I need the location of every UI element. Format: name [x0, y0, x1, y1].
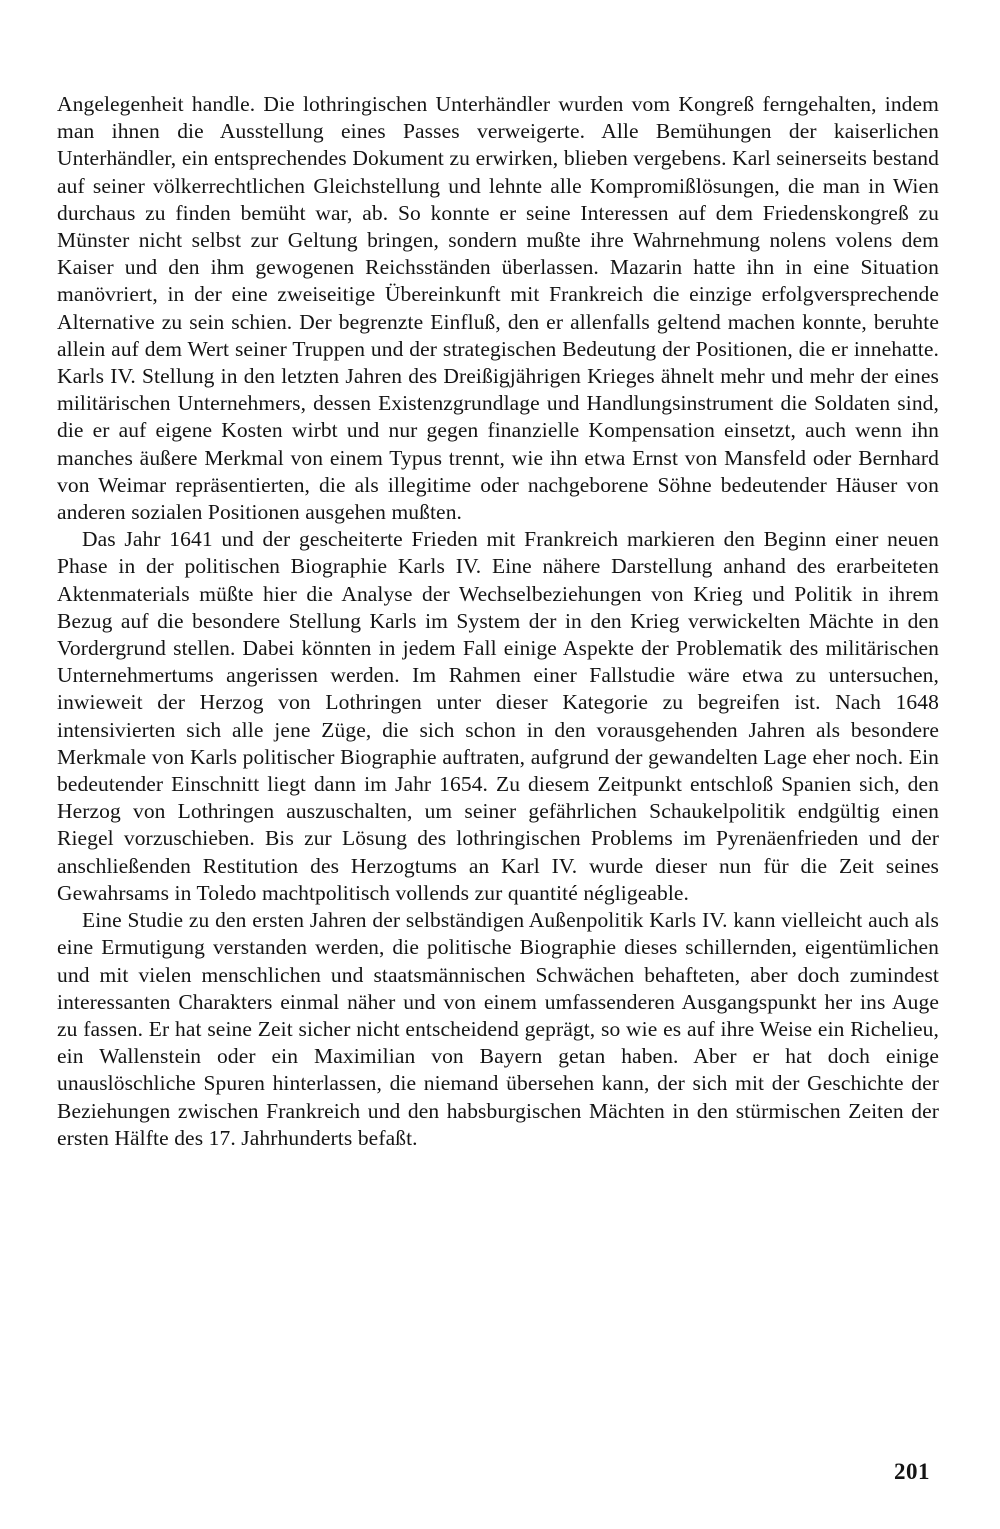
paragraph-1: Angelegenheit handle. Die lothringischen Unterhändler wurden vom Kongreß ferngehalten, indem man ihnen die Ausstellung eines Passes verweigerte. Alle Bemühungen der kaiserlichen Unterhändler, ein entsprechendes Dokument zu erwirken, blieben vergebens. Karl seinerseits bestand auf seiner völkerrechtlichen Gleichstellung und lehnte alle Kompromißlösungen, die man in Wien durchaus zu finden bemüht war, ab. So konnte er seine Interessen auf dem Friedenskongreß zu Münster nicht selbst zur Geltung bringen, sondern mußte ihre Wahrnehmung nolens volens dem Kaiser und den ihm gewogenen Reichsständen überlassen. Mazarin hatte ihn in eine Situation manövriert, in der eine zweiseitige Übereinkunft mit Frankreich die einzige erfolgversprechende Alternative zu sein schien. Der begrenzte Einfluß, den er allenfalls geltend machen konnte, beruhte allein auf dem Wert seiner Truppen und der strategischen Bedeutung der Positionen, die er innehatte. Karls IV. Stellung in den letzten Jahren des Dreißigjährigen Krieges ähnelt mehr und mehr der eines militärischen Unternehmers, dessen Existenzgrundlage und Handlungsinstrument die Soldaten sind, die er auf eigene Kosten wirbt und nur gegen finanzielle Kompensation einsetzt, auch wenn ihn manches äußere Merkmal von einem Typus trennt, wie ihn etwa Ernst von Mansfeld oder Bernhard von Weimar repräsentierten, die als illegitime oder nachgeborene Söhne bedeutender Häuser von anderen sozialen Positionen ausgehen mußten.: [57, 92, 939, 525]
paragraph-3: Eine Studie zu den ersten Jahren der selbständigen Außenpolitik Karls IV. kann vielleicht auch als eine Ermutigung verstanden werden, die politische Biographie dieses schillernden, eigentümlichen und mit vielen menschlichen und staatsmännischen Schwächen behafteten, aber doch zumindest interessanten Charakters einmal näher und von einem umfassenderen Ausgangspunkt her ins Auge zu fassen. Er hat seine Zeit sicher nicht entscheidend geprägt, so wie es auf ihre Weise ein Richelieu, ein Wallenstein oder ein Maximilian von Bayern getan haben. Aber er hat doch einige unauslöschliche Spuren hinterlassen, die niemand übersehen kann, der sich mit der Geschichte der Beziehungen zwischen Frankreich und den habsburgischen Mächten in den stürmischen Zeiten der ersten Hälfte des 17. Jahrhunderts befaßt.: [57, 908, 939, 1150]
body-text: [57, 91, 939, 1152]
paragraph-2: Das Jahr 1641 und der gescheiterte Frieden mit Frankreich markieren den Beginn einer neuen Phase in der politischen Biographie Karls IV. Eine nähere Darstellung anhand des erarbeiteten Aktenmaterials müßte hier die Analyse der Wechselbeziehungen von Krieg und Politik in ihrem Bezug auf die besondere Stellung Karls im System der in den Krieg verwickelten Mächte in den Vordergrund stellen. Dabei könnten in jedem Fall einige Aspekte der Problematik des militärischen Unternehmertums angerissen werden. Im Rahmen einer Fallstudie wäre etwa zu untersuchen, inwieweit der Herzog von Lothringen unter dieser Kategorie zu begreifen ist. Nach 1648 intensivierten sich alle jene Züge, die sich schon in den vorausgehenden Jahren als besondere Merkmale von Karls politischer Biographie auftraten, aufgrund der gewandelten Lage eher noch. Ein bedeutender Einschnitt liegt dann im Jahr 1654. Zu diesem Zeitpunkt entschloß Spanien sich, den Herzog von Lothringen auszuschalten, um seiner gefährlichen Schaukelpolitik endgültig einen Riegel vorzuschieben. Bis zur Lösung des lothringischen Problems im Pyrenäenfrieden und der anschließenden Restitution des Herzogtums an Karl IV. wurde dieser nun für die Zeit seines Gewahrsams in Toledo machtpolitisch vollends zur quantité négligeable.: [57, 527, 939, 905]
page-number: 201: [894, 1459, 930, 1484]
